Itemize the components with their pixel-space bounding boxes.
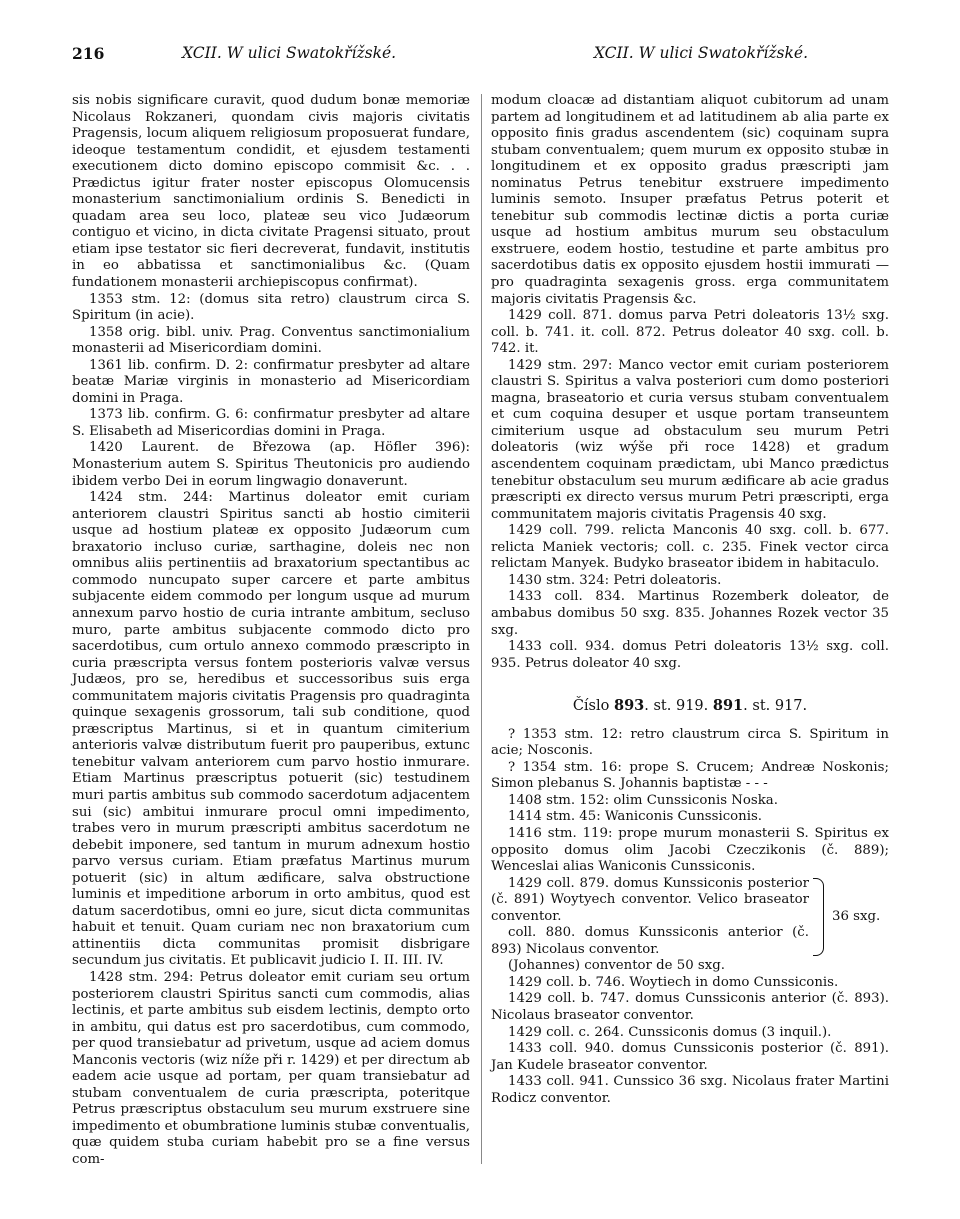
paragraph: 1429 coll. b. 746. Woytiech in domo Cunssiconis. xyxy=(508,974,839,990)
paragraph: 1358 orig. bibl. univ. Prag. Conventus sanctimonialium monasterii ad Misericordiam domini. xyxy=(72,324,470,357)
paragraph: 1361 lib. confirm. D. 2: confirmatur presbyter ad altare beatæ Mariæ virginis in monasterio ad Misericordiam domini in Praga. xyxy=(72,357,470,406)
paragraph: 1433 coll. 941. Cunssico 36 sxg. Nicolaus frater Martini Rodicz conventor. xyxy=(491,1074,889,1106)
running-head-right: XCII. W ulici Swatokřížské. xyxy=(593,44,808,62)
paragraph: 1429 coll. c. 264. Cunssiconis domus (3 inquil.). xyxy=(508,1024,832,1040)
paragraph: 1433 coll. 934. domus Petri doleatoris 13½ sxg. coll. 935. Petrus doleator 40 sxg. xyxy=(491,639,889,671)
paragraph: 1429 coll. 799. relicta Manconis 40 sxg. coll. b. 677. relicta Maniek vectoris; coll. c. 235. Finek vector circa relictam Manyek. Budyko braseator ibidem in habitaculo. xyxy=(491,523,889,572)
paragraph: 1424 stm. 244: Martinus doleator emit curiam anteriorem claustri Spiritus sancti ab hostio cimiterii usque ad hostium plateæ ex opposito Judæorum cum braxatorio incluso curiæ, sarthagine, doleis nec non omnibus aliis pertinentiis ad braxatorium spectantibus ac commodo nuncupato super carcere et parte ambitus subjacente eidem commodo per longum usque ad murum annexum parvo hostio de curia intrante ambitum, secluso muro, parte ambitus subjacente commodo dicto pro sacerdotibus, cum ortulo annexo commodo præscripto in curia præscripta versus fontem posterioris valvæ versus Judæos, pro se, heredibus et successoribus suis erga communitatem majoris civitatis Pragensis pro quadraginta quinque sexagenis grossorum, tali sub conditione, quod præscriptus Martinus, si et in quantum cimiterium anterioris valvæ distributum fuerit pro pauperibus, extunc tenebitur valvam anteriorem cum parvo hostio inmurare. Etiam Martinus præscriptus potuerit (sic) testudinem muri partis ambitus sub commodo sacerdotum adjacentem sui (sic) ambitui inmurare procul omni impedimento, trabes vero in murum præscripti ambitus sacerdotum ne debebit imponere, sed tantum in murum adnexum hostio parvo versus curiam. Etiam præfatus Martinus murum potuerit (sic) in altum ædificare, salva obstructione luminis et impeditione arborum in orto ambitus, quod est datum sacerdotibus, omni eo jure, sicut dicta communitas habuit et tenuit. Quam curiam nec non braxatorium cum attinentiis dicta communitas promisit disbrigare secundum jus civitatis. Et publicavit judicio I. II. III. IV. xyxy=(72,490,470,969)
brace-group xyxy=(491,876,889,959)
paragraph: modum cloacæ ad distantiam aliquot cubitorum ad unam partem ad longitudinem et ad latitudinem ab alia parte ex opposito finis gradus ascendentem (sic) coquinam supra stubam conventualem; quem murum ex opposito stubæ in longitudinem et ex opposito gradus præscripti jam nominatus Petrus tenebitur exstruere impedimento luminis semoto. Insuper præfatus Petrus poterit et tenebitur sub commodis lectinæ dictis a porta curiæ usque ad hostium ambitus murum seu obstaculum exstruere, eodem hostio, testudine et parte ambitus pro sacerdotibus datis ex opposito ejusdem hostii immurati — pro quadraginta sexagenis gross. erga communitatem majoris civitatis Pragensis &c. xyxy=(491,93,889,307)
running-head-left: XCII. W ulici Swatokřížské. xyxy=(182,44,397,62)
paragraph: 1414 stm. 45: Waniconis Cunssiconis. xyxy=(508,809,763,825)
column-divider xyxy=(481,94,482,1164)
page-header xyxy=(72,44,888,68)
paragraph: (Johannes) conventor de 50 sxg. xyxy=(508,958,725,974)
paragraph: coll. 880. domus Kunssiconis anterior (č. 893) Nicolaus conventor. xyxy=(491,925,809,957)
paragraph: 1429 coll. b. 747. domus Cunssiconis anterior (č. 893). Nicolaus braseator conventor. xyxy=(491,991,889,1023)
paragraph: 1429 stm. 297: Manco vector emit curiam posteriorem claustri S. Spiritus a valva posteriori cum domo posteriori magna, braseatorio et curia versus stubam conventualem et cum coquina desuper et usque portam transeuntem cimiterium usque ad obstaculum seu murum Petri doleatoris (wiz wýše při roce 1428) et gradum ascendentem coquinam prædictam, ubi Manco prædictus tenebitur obstaculum seu murum ædificare ab acie gradus præscripti ex directo versus murum Petri præscripti, erga communitatem majoris civitatis Pragensis 40 sxg. xyxy=(491,357,889,522)
paragraph: 1429 coll. 879. domus Kunssiconis posterior (č. 891) Woytyech conventor. Velico braseator conventor. xyxy=(491,875,809,924)
paragraph: 1416 stm. 119: prope murum monasterii S. Spiritus ex opposito domus olim Jacobi Czeczikonis (č. 889); Wenceslai alias Waniconis Cunssiconis. xyxy=(491,825,889,875)
paragraph: 1433 coll. 834. Martinus Rozemberk doleator, de ambabus domibus 50 sxg. 835. Johannes Rozek vector 35 sxg. xyxy=(491,589,889,638)
brace-sum: 36 sxg. xyxy=(832,908,881,924)
paragraph: sis nobis significare curavit, quod dudum bonæ memoriæ Nicolaus Rokzaneri, quondam civis majoris civitatis Pragensis, locum aliquem religiosum proposuerat fundare, ideoque testamentum condidit, et ejusdem testamenti executionem dicto domino episcopo commisit &c. . . Prædictus igitur frater noster episcopus Olomucensis monasterium sanctimonialium ordinis S. Benedicti in quadam area seu loco, plateæ seu vico Judæorum contiguo et vicino, in dicta civitate Pragensi situato, prout etiam ipse testator sic fieri decreverat, fundavit, institutis in eo abbatissa et sanctimonialibus &c. (Quam fundationem monasterii archiepiscopus confirmat). xyxy=(72,93,470,291)
section-old-number-2: . st. 917. xyxy=(743,698,808,715)
paragraph: 1408 stm. 152: olim Cunssiconis Noska. xyxy=(508,792,778,808)
section-heading xyxy=(491,698,889,715)
paragraph: 1433 coll. 940. domus Cunssiconis posterior (č. 891). Jan Kudele braseator conventor. xyxy=(491,1041,889,1073)
section-prefix: Číslo xyxy=(572,698,610,715)
brace-items xyxy=(491,876,809,959)
paragraph: 1428 stm. 294: Petrus doleator emit curiam seu ortum posteriorem claustri Spiritus sancti cum commodis, alias lectinis, et parte ambitus sub eisdem lectinis, dempto orto in ambitu, qui datus est pro sacerdotibus, cum commodo, per quod transiebatur ad privetum, usque ad aciem domus Manconis vectoris (wiz níže při r. 1429) et per directum ab eadem acie usque ad portam, per quam transiebatur ad stubam conventualem de curia præscripta, poteritque Petrus præscriptus obstaculum seu murum exstruere sine impedimento et obumbratione luminis stubæ conventualis, quæ quidem stuba curiam habebit pro se a fine versus com- xyxy=(72,969,470,1167)
section-number-alt: 891 xyxy=(712,697,744,715)
paragraph: 1429 coll. 871. domus parva Petri doleatoris 13½ sxg. coll. b. 741. it. coll. 872. Petrus doleator 40 sxg. coll. b. 742. it. xyxy=(491,308,889,357)
paragraph: 1420 Laurent. de Březowa (ap. Höfler 396): Monasterium autem S. Spiritus Theutonicis pro audiendo ibidem verbo Dei in eorum lingwagio donaverunt. xyxy=(72,440,470,489)
right-column xyxy=(491,93,889,1107)
paragraph: 1430 stm. 324: Petri doleatoris. xyxy=(508,572,722,588)
section-old-number-1: . st. 919. xyxy=(644,698,709,715)
curly-brace xyxy=(813,878,824,957)
page-number: 216 xyxy=(72,44,105,63)
paragraph: ? 1353 stm. 12: retro claustrum circa S. Spiritum in acie; Nosconis. xyxy=(491,726,889,759)
paragraph: 1353 stm. 12: (domus sita retro) claustrum circa S. Spiritum (in acie). xyxy=(72,291,470,324)
section-number-new: 893 xyxy=(613,697,645,715)
left-column xyxy=(72,93,470,1169)
paragraph: 1373 lib. confirm. G. 6: confirmatur presbyter ad altare S. Elisabeth ad Misericordias domini in Praga. xyxy=(72,407,470,439)
paragraph: ? 1354 stm. 16: prope S. Crucem; Andreæ Noskonis; Simon plebanus S. Johannis baptistæ - - - xyxy=(491,759,889,792)
